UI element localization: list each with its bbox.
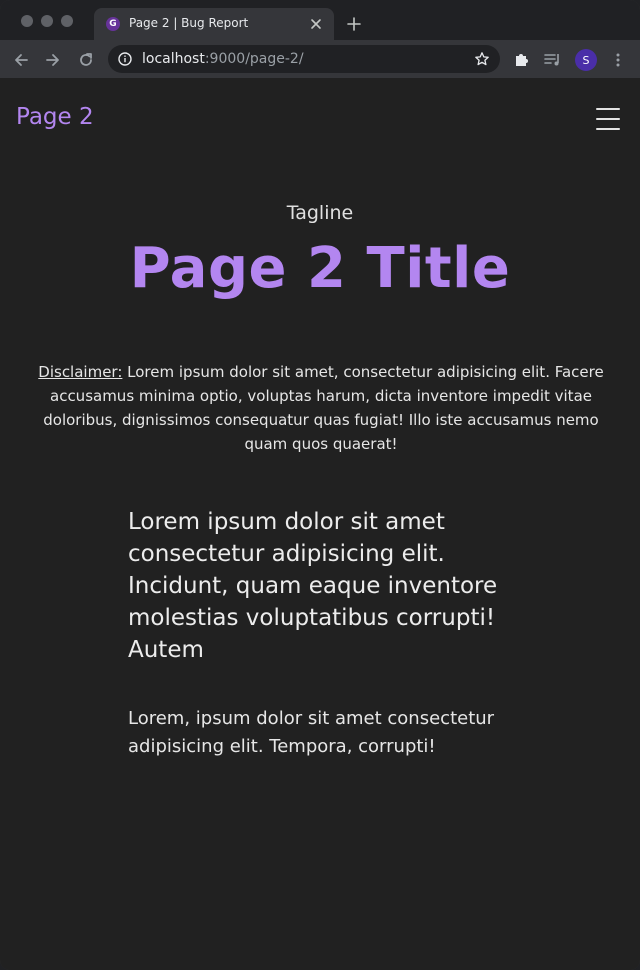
window-maximize-button[interactable]: [61, 15, 73, 27]
new-tab-icon[interactable]: [346, 16, 362, 32]
media-controls-icon[interactable]: [544, 52, 562, 68]
address-bar[interactable]: [108, 45, 500, 73]
extensions-puzzle-icon[interactable]: [513, 52, 529, 68]
disclaimer-label: Disclaimer:: [38, 363, 123, 381]
info-icon[interactable]: [118, 52, 132, 66]
bookmark-star-icon[interactable]: [474, 51, 490, 67]
tab-page-2[interactable]: [94, 8, 334, 40]
window-close-button[interactable]: [21, 15, 33, 27]
hamburger-menu-icon[interactable]: [596, 108, 620, 130]
body-paragraph: Lorem, ipsum dolor sit amet consectetur adipisicing elit. Tempora, corrupti!: [128, 708, 495, 757]
tab-close-icon[interactable]: [308, 16, 324, 32]
page-content: [0, 78, 640, 970]
lead-paragraph: Lorem ipsum dolor sit amet consectetur adipisicing elit. Incidunt, quam eaque inventore molestias voluptatibus corrupti! Autem: [128, 509, 498, 663]
disclaimer: [38, 360, 604, 456]
window-minimize-button[interactable]: [41, 15, 53, 27]
profile-avatar[interactable]: S: [575, 49, 597, 71]
disclaimer-text: Lorem ipsum dolor sit amet, consectetur adipisicing elit. Facere accusamus minima optio, voluptas harum, dicta inventore impedit vitae doloribus, dignissimos consequatur quas fugiat! Illo iste accusamus nemo quam quos quaerat!: [43, 363, 604, 453]
tab-strip: [0, 0, 640, 40]
url-text: localhost:9000/page-2/: [142, 51, 304, 67]
reload-icon[interactable]: [77, 51, 95, 69]
forward-arrow-icon[interactable]: [44, 51, 62, 69]
hero-title: Page 2 Title: [129, 236, 511, 301]
site-title-link[interactable]: Page 2: [16, 104, 94, 130]
hero-tagline: Tagline: [286, 202, 354, 224]
back-arrow-icon[interactable]: [12, 51, 30, 69]
more-options-icon[interactable]: [612, 52, 624, 68]
browser-toolbar: [0, 40, 640, 79]
gatsby-favicon-icon: G: [106, 17, 120, 31]
tab-title: Page 2 | Bug Report: [129, 16, 249, 30]
